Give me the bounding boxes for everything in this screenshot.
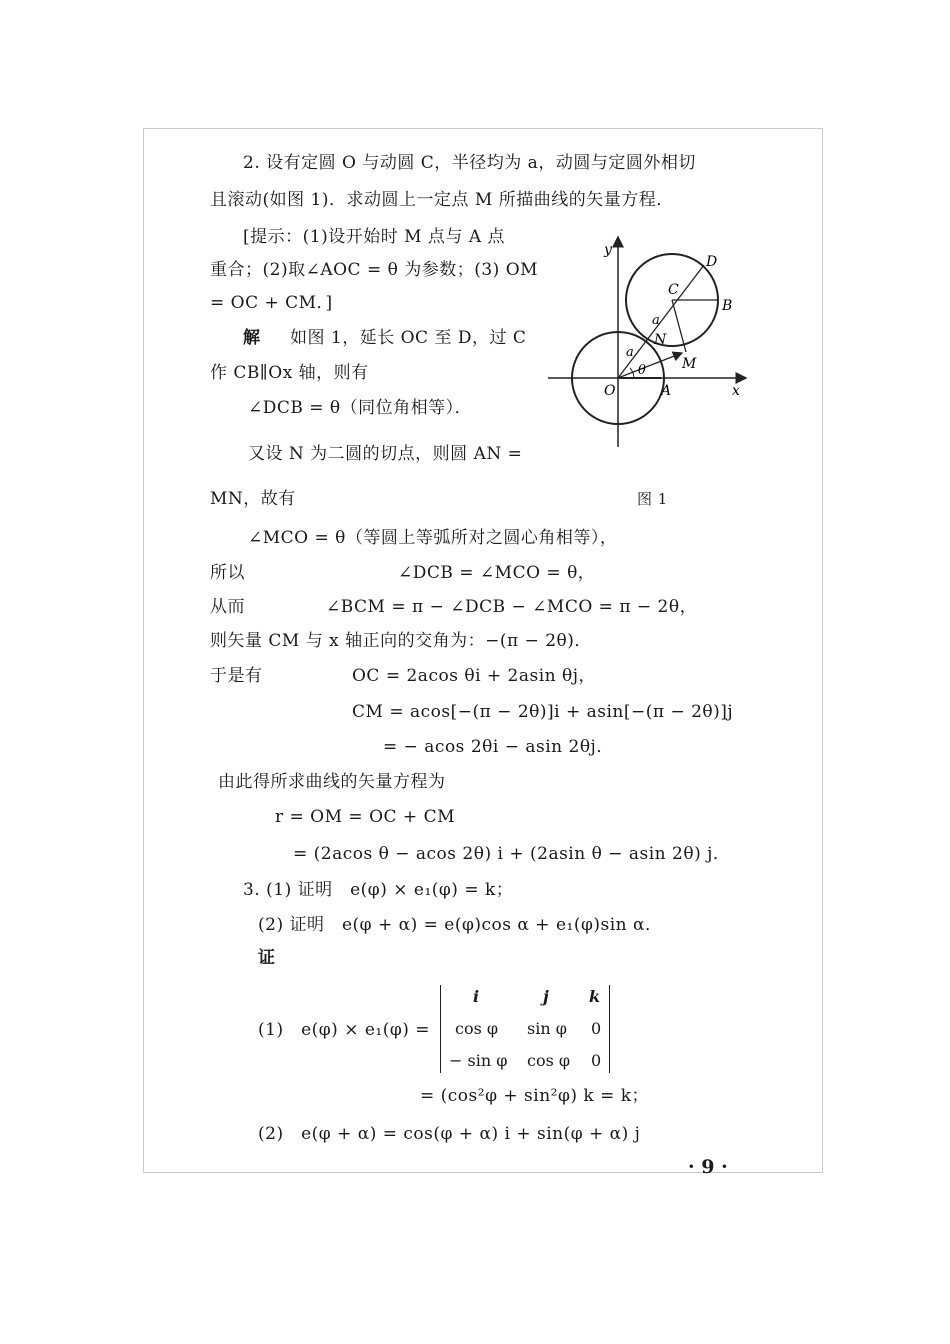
label-O: O (604, 383, 616, 399)
solution-line10: OC = 2acos θi + 2asin θj， (352, 666, 597, 686)
solution-line8-label: 从而 (210, 597, 245, 617)
solution-line8: ∠BCM = π − ∠DCB − ∠MCO = π − 2θ， (326, 597, 698, 617)
hint-line1: [提示：(1)设开始时 M 点与 A 点 (243, 227, 506, 247)
label-a-lower: a (626, 345, 634, 360)
solution-label: 解 (243, 328, 261, 348)
solution-line3: ∠DCB = θ（同位角相等）． (248, 398, 473, 418)
line-CM (672, 300, 686, 352)
solution-line15: = (2acos θ − acos 2θ) i + (2asin θ − asin 2θ) j． (293, 844, 731, 864)
hint-line3: = OC + CM．] (210, 293, 333, 313)
proof1-lhs: (1) e(φ) × e₁(φ) = (258, 1020, 431, 1040)
det-r1c1: i (473, 987, 480, 1006)
problem3-q1: 3. (1) 证明 e(φ) × e₁(φ) = k； (243, 880, 514, 900)
figure-caption: 图 1 (637, 490, 668, 508)
solution-line7-label: 所以 (210, 563, 245, 583)
solution-line13: 由此得所求曲线的矢量方程为 (218, 772, 446, 792)
det-r3c3: 0 (591, 1051, 602, 1070)
label-y: y (604, 242, 612, 258)
solution-line14: r = OM = OC + CM (275, 807, 455, 827)
label-x: x (732, 383, 740, 399)
det-r2c3: 0 (591, 1019, 602, 1038)
label-M: M (682, 356, 697, 372)
label-A: A (661, 383, 672, 399)
proof2-line: (2) e(φ + α) = cos(φ + α) i + sin(φ + α) j (258, 1124, 641, 1144)
solution-line7: ∠DCB = ∠MCO = θ， (398, 563, 596, 583)
det-r3c2: cos φ (527, 1051, 571, 1070)
problem3-q2: (2) 证明 e(φ + α) = e(φ)cos α + e₁(φ)sin α． (258, 915, 663, 935)
solution-line1: 如图 1，延长 OC 至 D，过 C (290, 328, 527, 348)
label-C: C (668, 282, 679, 298)
page-number: · 9 · (688, 1156, 728, 1178)
det-r1c3: k (589, 987, 601, 1006)
det-r2c1: cos φ (455, 1019, 499, 1038)
det-r1c2: j (543, 987, 549, 1006)
det-r2c2: sin φ (527, 1019, 567, 1038)
label-D: D (706, 254, 718, 270)
solution-line11: CM = acos[−(π − 2θ)]i + asin[−(π − 2θ)]j (352, 702, 734, 722)
figure-1-diagram (548, 232, 758, 452)
proof-label: 证 (258, 948, 276, 968)
label-B: B (722, 298, 733, 314)
proof1-result: = (cos²φ + sin²φ) k = k； (420, 1086, 650, 1106)
solution-line5: MN，故有 (210, 489, 296, 509)
label-N: N (654, 332, 667, 348)
solution-line2: 作 CB∥Ox 轴，则有 (210, 363, 369, 383)
label-theta: θ (638, 363, 646, 378)
hint-line2: 重合；(2)取∠AOC = θ 为参数；(3) OM (210, 260, 539, 280)
solution-line12: = − acos 2θi − asin 2θj． (383, 737, 614, 757)
det-r3c1: − sin φ (449, 1051, 508, 1070)
label-a-upper: a (652, 313, 660, 328)
determinant (440, 985, 610, 1073)
problem2-line1: 2. 设有定圆 O 与动圆 C，半径均为 a，动圆与定圆外相切 (243, 153, 696, 173)
problem2-line2: 且滚动(如图 1)．求动圆上一定点 M 所描曲线的矢量方程． (210, 190, 674, 210)
solution-line4: 又设 N 为二圆的切点，则圆 AN = (248, 444, 523, 464)
solution-line9: 则矢量 CM 与 x 轴正向的交角为：−(π − 2θ)． (210, 631, 592, 651)
solution-line10-label: 于是有 (210, 666, 263, 686)
solution-line6: ∠MCO = θ（等圆上等弧所对之圆心角相等）， (248, 528, 618, 548)
